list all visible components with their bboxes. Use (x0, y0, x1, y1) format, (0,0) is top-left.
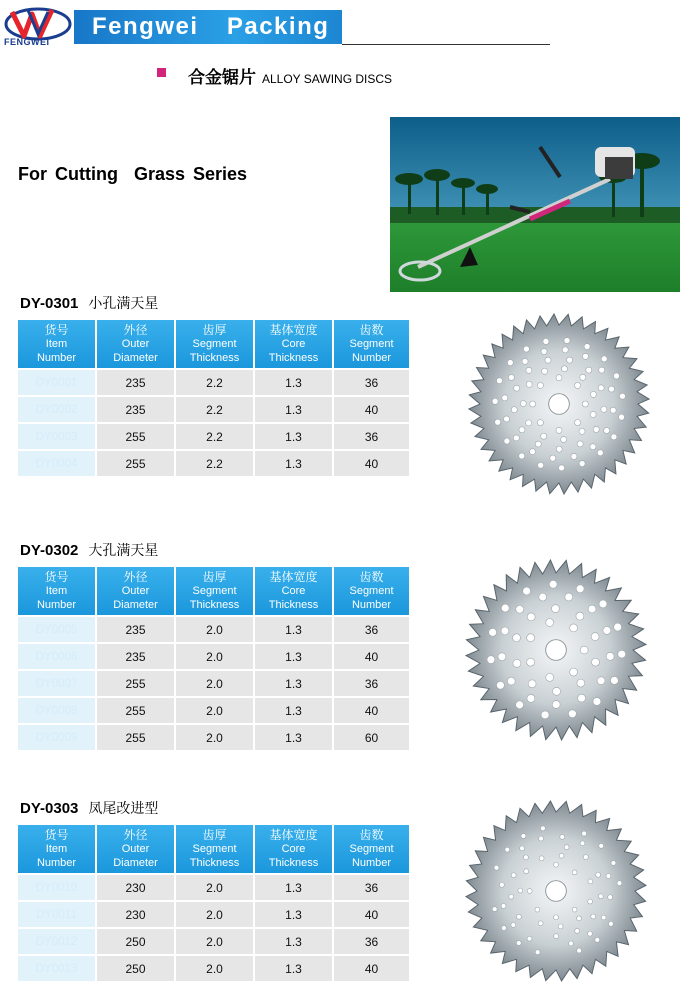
spec-table-dy0303 (16, 823, 411, 983)
segment-number-cell: 36 (334, 370, 409, 395)
segment-number-cell: 40 (334, 644, 409, 669)
section-title-dy0301 (20, 293, 158, 313)
core-thickness-cell: 1.3 (255, 644, 332, 669)
table-row (18, 370, 409, 395)
col-segment-thickness: 齿厚 Segment Thickness (176, 567, 253, 615)
item-number-cell: DY0005 (18, 617, 95, 642)
series-title: For Cutting Grass Series (18, 164, 248, 184)
outer-diameter-cell: 255 (97, 671, 174, 696)
segment-number-cell: 40 (334, 956, 409, 981)
segment-number-cell: 40 (334, 397, 409, 422)
segment-number-cell: 36 (334, 424, 409, 449)
table-header-row (18, 825, 409, 873)
segment-thickness-cell: 2.2 (176, 424, 253, 449)
brand-name: Fengwei Packing (92, 13, 330, 40)
item-number-cell: DY0009 (18, 725, 95, 750)
segment-number-cell: 40 (334, 698, 409, 723)
segment-thickness-cell: 2.0 (176, 902, 253, 927)
item-number-cell: DY0008 (18, 698, 95, 723)
table-row (18, 956, 409, 981)
col-segment-number: 齿数 Segment Number (334, 567, 409, 615)
outer-diameter-cell: 250 (97, 929, 174, 954)
col-segment-thickness: 齿厚 Segment Thickness (176, 825, 253, 873)
segment-number-cell: 36 (334, 617, 409, 642)
table-row (18, 617, 409, 642)
core-thickness-cell: 1.3 (255, 451, 332, 476)
model-name-cn: 大孔满天星 (88, 543, 159, 559)
saw-blade-phoenix-tail-image (462, 797, 650, 985)
col-item-number: 货号 Item Number (18, 567, 95, 615)
table-header-row (18, 567, 409, 615)
outer-diameter-cell: 230 (97, 902, 174, 927)
segment-thickness-cell: 2.0 (176, 956, 253, 981)
col-segment-thickness: 齿厚 Segment Thickness (176, 320, 253, 368)
spec-table-dy0302 (16, 565, 411, 752)
section-title-dy0303 (20, 798, 158, 818)
model-code: DY-0301 (20, 295, 79, 312)
segment-thickness-cell: 2.0 (176, 644, 253, 669)
model-name-cn: 凤尾改进型 (88, 801, 159, 817)
table-row (18, 671, 409, 696)
core-thickness-cell: 1.3 (255, 902, 332, 927)
saw-blade-large-holes-image (462, 556, 650, 744)
product-line-cn: 合金锯片 (188, 68, 256, 88)
segment-thickness-cell: 2.2 (176, 451, 253, 476)
table-row (18, 698, 409, 723)
segment-number-cell: 36 (334, 875, 409, 900)
segment-thickness-cell: 2.0 (176, 929, 253, 954)
item-number-cell: DY0010 (18, 875, 95, 900)
segment-thickness-cell: 2.0 (176, 725, 253, 750)
outer-diameter-cell: 235 (97, 644, 174, 669)
outer-diameter-cell: 235 (97, 397, 174, 422)
bullet-icon (157, 68, 166, 77)
outer-diameter-cell: 255 (97, 424, 174, 449)
segment-thickness-cell: 2.0 (176, 671, 253, 696)
segment-number-cell: 40 (334, 902, 409, 927)
segment-number-cell: 40 (334, 451, 409, 476)
segment-number-cell: 36 (334, 929, 409, 954)
spec-table-dy0301 (16, 318, 411, 478)
segment-number-cell: 36 (334, 671, 409, 696)
brush-cutter-photo (390, 117, 680, 292)
table-row (18, 875, 409, 900)
segment-thickness-cell: 2.2 (176, 397, 253, 422)
outer-diameter-cell: 235 (97, 370, 174, 395)
item-number-cell: DY0006 (18, 644, 95, 669)
core-thickness-cell: 1.3 (255, 397, 332, 422)
core-thickness-cell: 1.3 (255, 875, 332, 900)
core-thickness-cell: 1.3 (255, 424, 332, 449)
product-line-title (188, 63, 392, 88)
col-segment-number: 齿数 Segment Number (334, 825, 409, 873)
model-code: DY-0302 (20, 542, 79, 559)
col-outer-diameter: 外径 Outer Diameter (97, 320, 174, 368)
item-number-cell: DY0012 (18, 929, 95, 954)
item-number-cell: DY0002 (18, 397, 95, 422)
table-row (18, 929, 409, 954)
core-thickness-cell: 1.3 (255, 929, 332, 954)
segment-thickness-cell: 2.2 (176, 370, 253, 395)
core-thickness-cell: 1.3 (255, 698, 332, 723)
table-row (18, 725, 409, 750)
core-thickness-cell: 1.3 (255, 617, 332, 642)
model-name-cn: 小孔满天星 (88, 296, 159, 312)
logo-wordmark: FENGWEI (4, 37, 50, 47)
outer-diameter-cell: 255 (97, 725, 174, 750)
core-thickness-cell: 1.3 (255, 370, 332, 395)
table-row (18, 902, 409, 927)
header-rule (342, 44, 550, 45)
item-number-cell: DY0011 (18, 902, 95, 927)
col-item-number: 货号 Item Number (18, 825, 95, 873)
item-number-cell: DY0007 (18, 671, 95, 696)
outer-diameter-cell: 235 (97, 617, 174, 642)
table-header-row (18, 320, 409, 368)
table-row (18, 424, 409, 449)
segment-thickness-cell: 2.0 (176, 698, 253, 723)
segment-thickness-cell: 2.0 (176, 875, 253, 900)
core-thickness-cell: 1.3 (255, 671, 332, 696)
segment-thickness-cell: 2.0 (176, 617, 253, 642)
item-number-cell: DY0003 (18, 424, 95, 449)
col-core-thickness: 基体宽度 Core Thickness (255, 567, 332, 615)
table-row (18, 451, 409, 476)
section-title-dy0302 (20, 540, 158, 560)
col-segment-number: 齿数 Segment Number (334, 320, 409, 368)
item-number-cell: DY0013 (18, 956, 95, 981)
outer-diameter-cell: 250 (97, 956, 174, 981)
model-code: DY-0303 (20, 800, 79, 817)
table-row (18, 397, 409, 422)
core-thickness-cell: 1.3 (255, 725, 332, 750)
outer-diameter-cell: 255 (97, 698, 174, 723)
core-thickness-cell: 1.3 (255, 956, 332, 981)
saw-blade-small-holes-image (465, 310, 653, 498)
col-core-thickness: 基体宽度 Core Thickness (255, 320, 332, 368)
outer-diameter-cell: 230 (97, 875, 174, 900)
table-row (18, 644, 409, 669)
item-number-cell: DY0001 (18, 370, 95, 395)
col-item-number: 货号 Item Number (18, 320, 95, 368)
col-outer-diameter: 外径 Outer Diameter (97, 567, 174, 615)
segment-number-cell: 60 (334, 725, 409, 750)
outer-diameter-cell: 255 (97, 451, 174, 476)
col-core-thickness: 基体宽度 Core Thickness (255, 825, 332, 873)
item-number-cell: DY0004 (18, 451, 95, 476)
product-line-en: ALLOY SAWING DISCS (262, 72, 393, 86)
col-outer-diameter: 外径 Outer Diameter (97, 825, 174, 873)
